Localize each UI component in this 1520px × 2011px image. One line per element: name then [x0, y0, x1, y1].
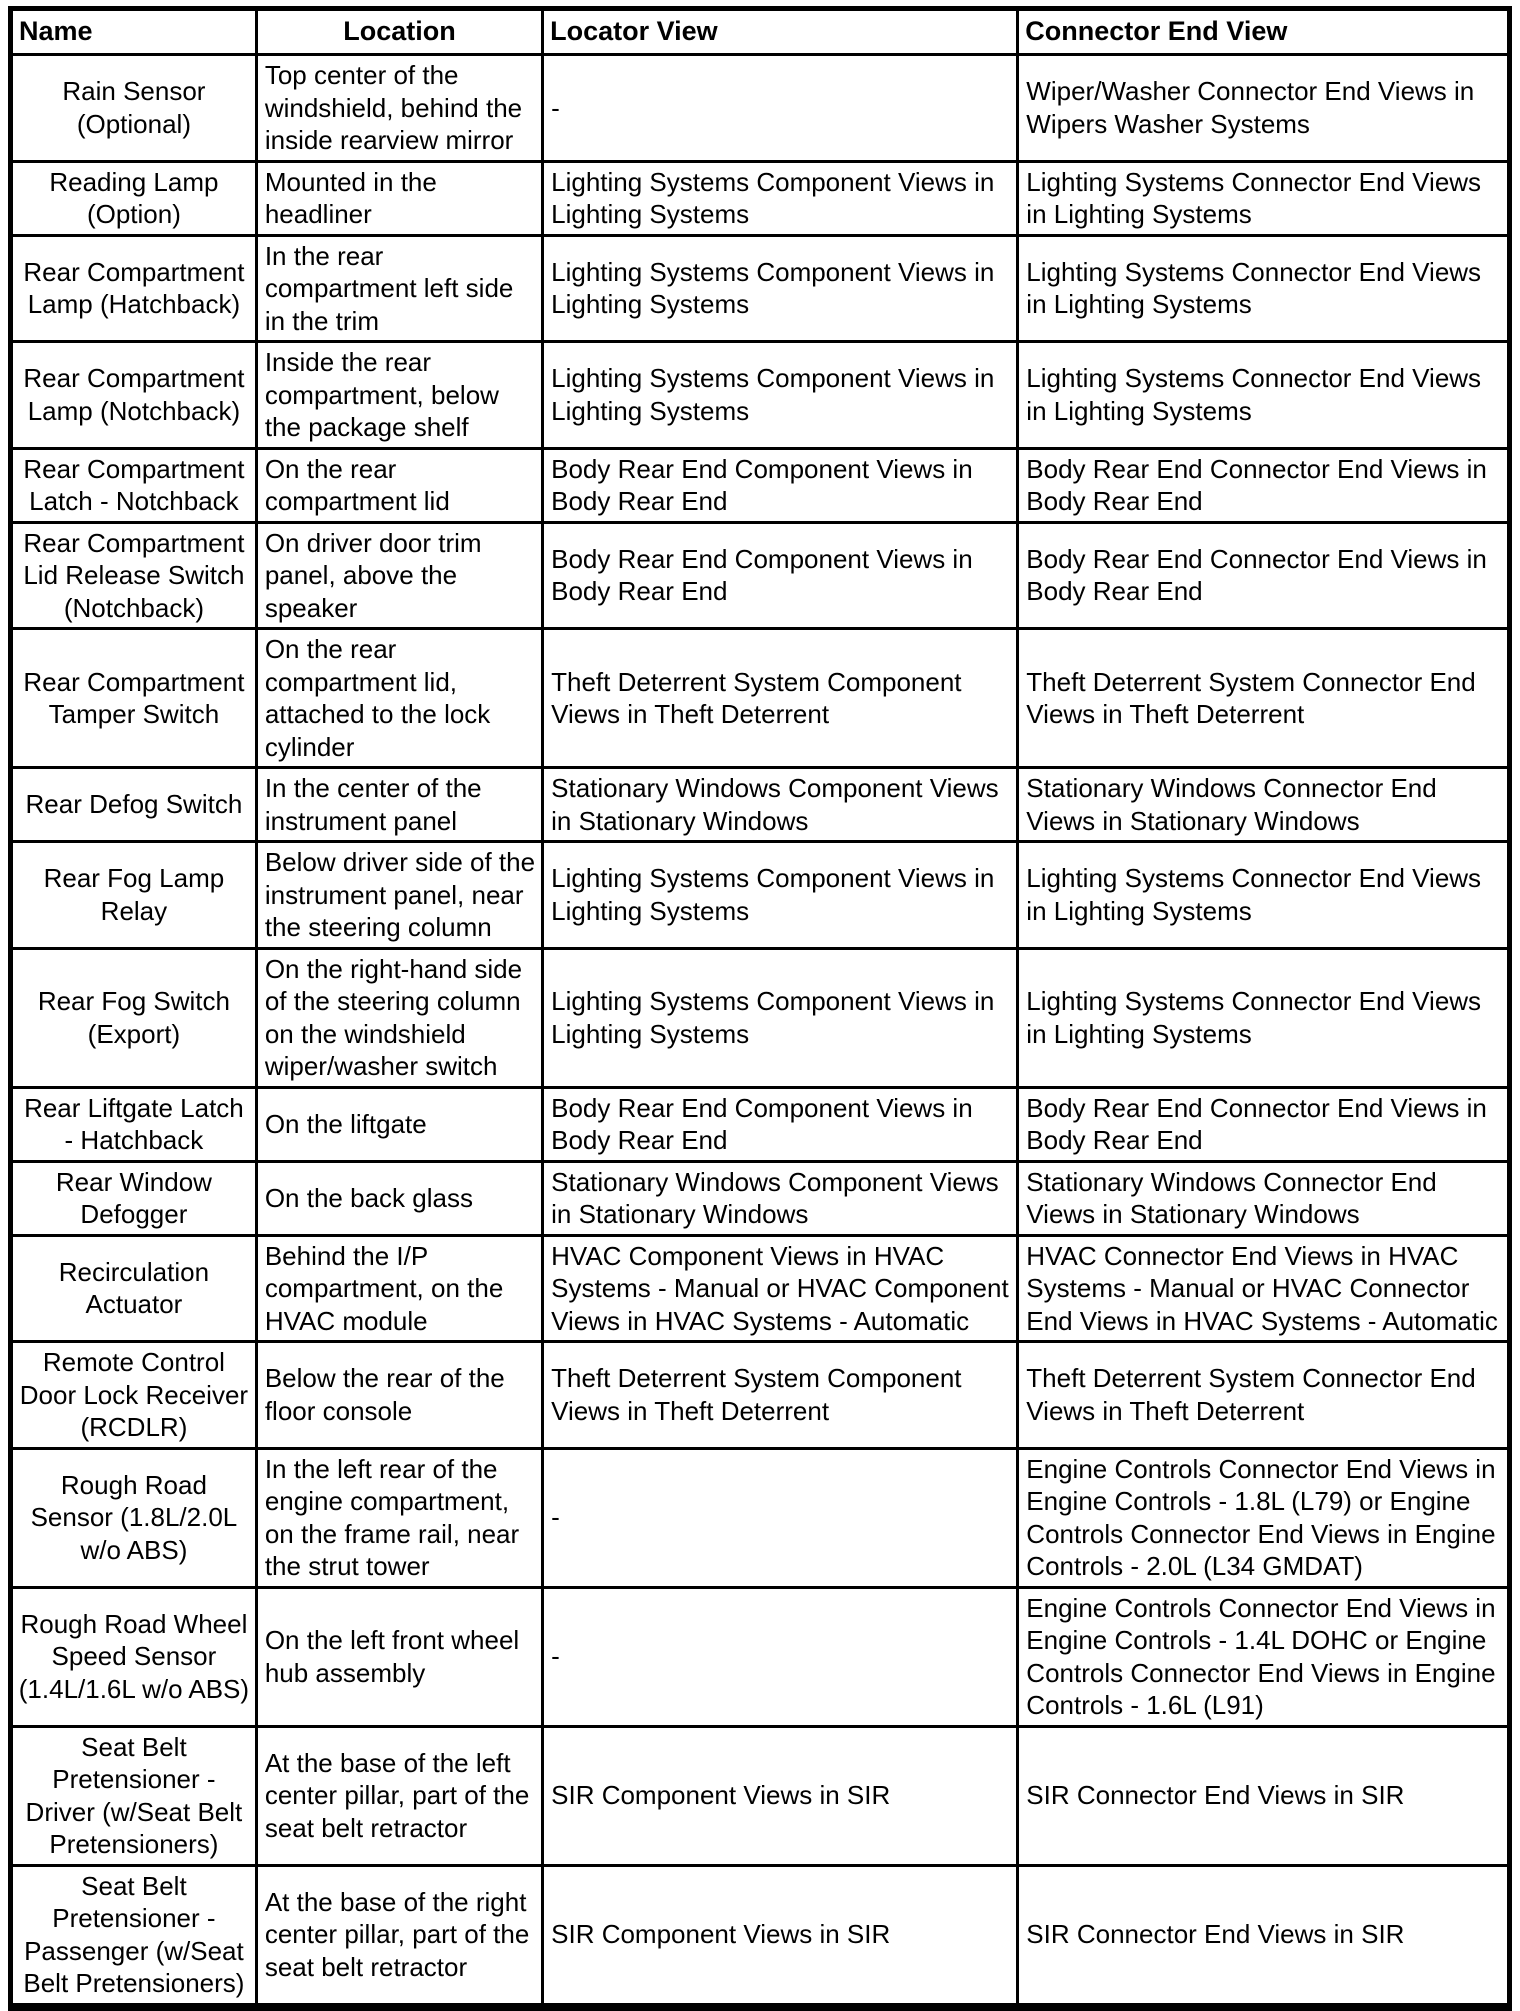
- cell-name: Seat Belt Pretensioner - Passenger (w/Seat Belt Pretensioners): [11, 1865, 257, 2007]
- header-location: Location: [256, 9, 542, 55]
- table-row: [11, 1342, 1510, 1449]
- cell-location: On the liftgate: [256, 1087, 542, 1161]
- cell-locator-view: Lighting Systems Component Views in Lighting Systems: [543, 842, 1018, 949]
- cell-locator-view: Lighting Systems Component Views in Lighting Systems: [543, 342, 1018, 449]
- cell-location: Top center of the windshield, behind the inside rearview mirror: [256, 55, 542, 162]
- cell-connector-end-view: SIR Connector End Views in SIR: [1018, 1726, 1510, 1865]
- cell-name: Rear Window Defogger: [11, 1161, 257, 1235]
- cell-location: Inside the rear compartment, below the package shelf: [256, 342, 542, 449]
- cell-connector-end-view: Body Rear End Connector End Views in Body Rear End: [1018, 448, 1510, 522]
- cell-name: Seat Belt Pretensioner - Driver (w/Seat Belt Pretensioners): [11, 1726, 257, 1865]
- cell-location: In the left rear of the engine compartment, on the frame rail, near the strut tower: [256, 1448, 542, 1587]
- header-locator-view: Locator View: [543, 9, 1018, 55]
- table-row: [11, 1448, 1510, 1587]
- cell-location: At the base of the right center pillar, part of the seat belt retractor: [256, 1865, 542, 2007]
- cell-connector-end-view: Lighting Systems Connector End Views in Lighting Systems: [1018, 842, 1510, 949]
- cell-locator-view: -: [543, 1448, 1018, 1587]
- cell-location: On the right-hand side of the steering column on the windshield wiper/washer switch: [256, 948, 542, 1087]
- cell-connector-end-view: Engine Controls Connector End Views in Engine Controls - 1.4L DOHC or Engine Controls Connector End Views in Engine Controls - 1.6L (L91): [1018, 1587, 1510, 1726]
- cell-connector-end-view: SIR Connector End Views in SIR: [1018, 1865, 1510, 2007]
- cell-location: On the rear compartment lid, attached to the lock cylinder: [256, 629, 542, 768]
- cell-locator-view: HVAC Component Views in HVAC Systems - Manual or HVAC Component Views in HVAC Systems - Automatic: [543, 1235, 1018, 1342]
- cell-locator-view: Body Rear End Component Views in Body Rear End: [543, 448, 1018, 522]
- cell-connector-end-view: Wiper/Washer Connector End Views in Wipers Washer Systems: [1018, 55, 1510, 162]
- table-row: [11, 768, 1510, 842]
- cell-locator-view: SIR Component Views in SIR: [543, 1865, 1018, 2007]
- cell-locator-view: -: [543, 55, 1018, 162]
- cell-name: Rear Compartment Lamp (Hatchback): [11, 235, 257, 342]
- cell-connector-end-view: Lighting Systems Connector End Views in Lighting Systems: [1018, 235, 1510, 342]
- cell-connector-end-view: Theft Deterrent System Connector End Views in Theft Deterrent: [1018, 629, 1510, 768]
- table-row: [11, 235, 1510, 342]
- cell-connector-end-view: Stationary Windows Connector End Views in Stationary Windows: [1018, 1161, 1510, 1235]
- table-row: [11, 55, 1510, 162]
- cell-name: Rough Road Wheel Speed Sensor (1.4L/1.6L w/o ABS): [11, 1587, 257, 1726]
- cell-name: Rear Defog Switch: [11, 768, 257, 842]
- cell-location: In the rear compartment left side in the trim: [256, 235, 542, 342]
- cell-locator-view: Lighting Systems Component Views in Lighting Systems: [543, 161, 1018, 235]
- cell-name: Reading Lamp (Option): [11, 161, 257, 235]
- cell-connector-end-view: HVAC Connector End Views in HVAC Systems - Manual or HVAC Connector End Views in HVAC Systems - Automatic: [1018, 1235, 1510, 1342]
- cell-name: Rear Liftgate Latch - Hatchback: [11, 1087, 257, 1161]
- cell-name: Rough Road Sensor (1.8L/2.0L w/o ABS): [11, 1448, 257, 1587]
- cell-connector-end-view: Body Rear End Connector End Views in Body Rear End: [1018, 522, 1510, 629]
- table-body: [11, 55, 1510, 2007]
- table-row: [11, 1726, 1510, 1865]
- cell-locator-view: Lighting Systems Component Views in Lighting Systems: [543, 948, 1018, 1087]
- table-row: [11, 1865, 1510, 2007]
- cell-location: At the base of the left center pillar, part of the seat belt retractor: [256, 1726, 542, 1865]
- cell-name: Rear Compartment Latch - Notchback: [11, 448, 257, 522]
- header-row: [11, 9, 1510, 55]
- cell-location: Below driver side of the instrument panel, near the steering column: [256, 842, 542, 949]
- table-row: [11, 522, 1510, 629]
- table-row: [11, 948, 1510, 1087]
- cell-connector-end-view: Theft Deterrent System Connector End Views in Theft Deterrent: [1018, 1342, 1510, 1449]
- cell-name: Rear Compartment Lid Release Switch (Notchback): [11, 522, 257, 629]
- cell-name: Rain Sensor (Optional): [11, 55, 257, 162]
- table-row: [11, 1235, 1510, 1342]
- cell-connector-end-view: Engine Controls Connector End Views in Engine Controls - 1.8L (L79) or Engine Controls Connector End Views in Engine Controls - 2.0L (L34 GMDAT): [1018, 1448, 1510, 1587]
- cell-name: Recirculation Actuator: [11, 1235, 257, 1342]
- cell-locator-view: Lighting Systems Component Views in Lighting Systems: [543, 235, 1018, 342]
- cell-location: Below the rear of the floor console: [256, 1342, 542, 1449]
- table-row: [11, 842, 1510, 949]
- cell-location: On the back glass: [256, 1161, 542, 1235]
- table-row: [11, 342, 1510, 449]
- cell-locator-view: Body Rear End Component Views in Body Rear End: [543, 1087, 1018, 1161]
- table-row: [11, 1161, 1510, 1235]
- cell-connector-end-view: Lighting Systems Connector End Views in Lighting Systems: [1018, 948, 1510, 1087]
- header-connector-end-view: Connector End View: [1018, 9, 1510, 55]
- cell-location: Behind the I/P compartment, on the HVAC module: [256, 1235, 542, 1342]
- cell-locator-view: Stationary Windows Component Views in Stationary Windows: [543, 1161, 1018, 1235]
- cell-connector-end-view: Lighting Systems Connector End Views in Lighting Systems: [1018, 342, 1510, 449]
- cell-locator-view: Theft Deterrent System Component Views in Theft Deterrent: [543, 629, 1018, 768]
- cell-name: Rear Compartment Tamper Switch: [11, 629, 257, 768]
- table-row: [11, 629, 1510, 768]
- cell-name: Rear Compartment Lamp (Notchback): [11, 342, 257, 449]
- cell-connector-end-view: Stationary Windows Connector End Views in Stationary Windows: [1018, 768, 1510, 842]
- table-row: [11, 448, 1510, 522]
- cell-locator-view: -: [543, 1587, 1018, 1726]
- cell-name: Remote Control Door Lock Receiver (RCDLR): [11, 1342, 257, 1449]
- cell-name: Rear Fog Lamp Relay: [11, 842, 257, 949]
- cell-location: In the center of the instrument panel: [256, 768, 542, 842]
- cell-location: On driver door trim panel, above the speaker: [256, 522, 542, 629]
- cell-connector-end-view: Body Rear End Connector End Views in Body Rear End: [1018, 1087, 1510, 1161]
- cell-location: On the left front wheel hub assembly: [256, 1587, 542, 1726]
- cell-name: Rear Fog Switch (Export): [11, 948, 257, 1087]
- cell-locator-view: SIR Component Views in SIR: [543, 1726, 1018, 1865]
- table-row: [11, 161, 1510, 235]
- cell-location: On the rear compartment lid: [256, 448, 542, 522]
- cell-locator-view: Body Rear End Component Views in Body Rear End: [543, 522, 1018, 629]
- header-name: Name: [11, 9, 257, 55]
- table-row: [11, 1587, 1510, 1726]
- cell-locator-view: Stationary Windows Component Views in Stationary Windows: [543, 768, 1018, 842]
- cell-location: Mounted in the headliner: [256, 161, 542, 235]
- cell-locator-view: Theft Deterrent System Component Views in Theft Deterrent: [543, 1342, 1018, 1449]
- component-location-table: [8, 6, 1512, 2011]
- table-row: [11, 1087, 1510, 1161]
- cell-connector-end-view: Lighting Systems Connector End Views in Lighting Systems: [1018, 161, 1510, 235]
